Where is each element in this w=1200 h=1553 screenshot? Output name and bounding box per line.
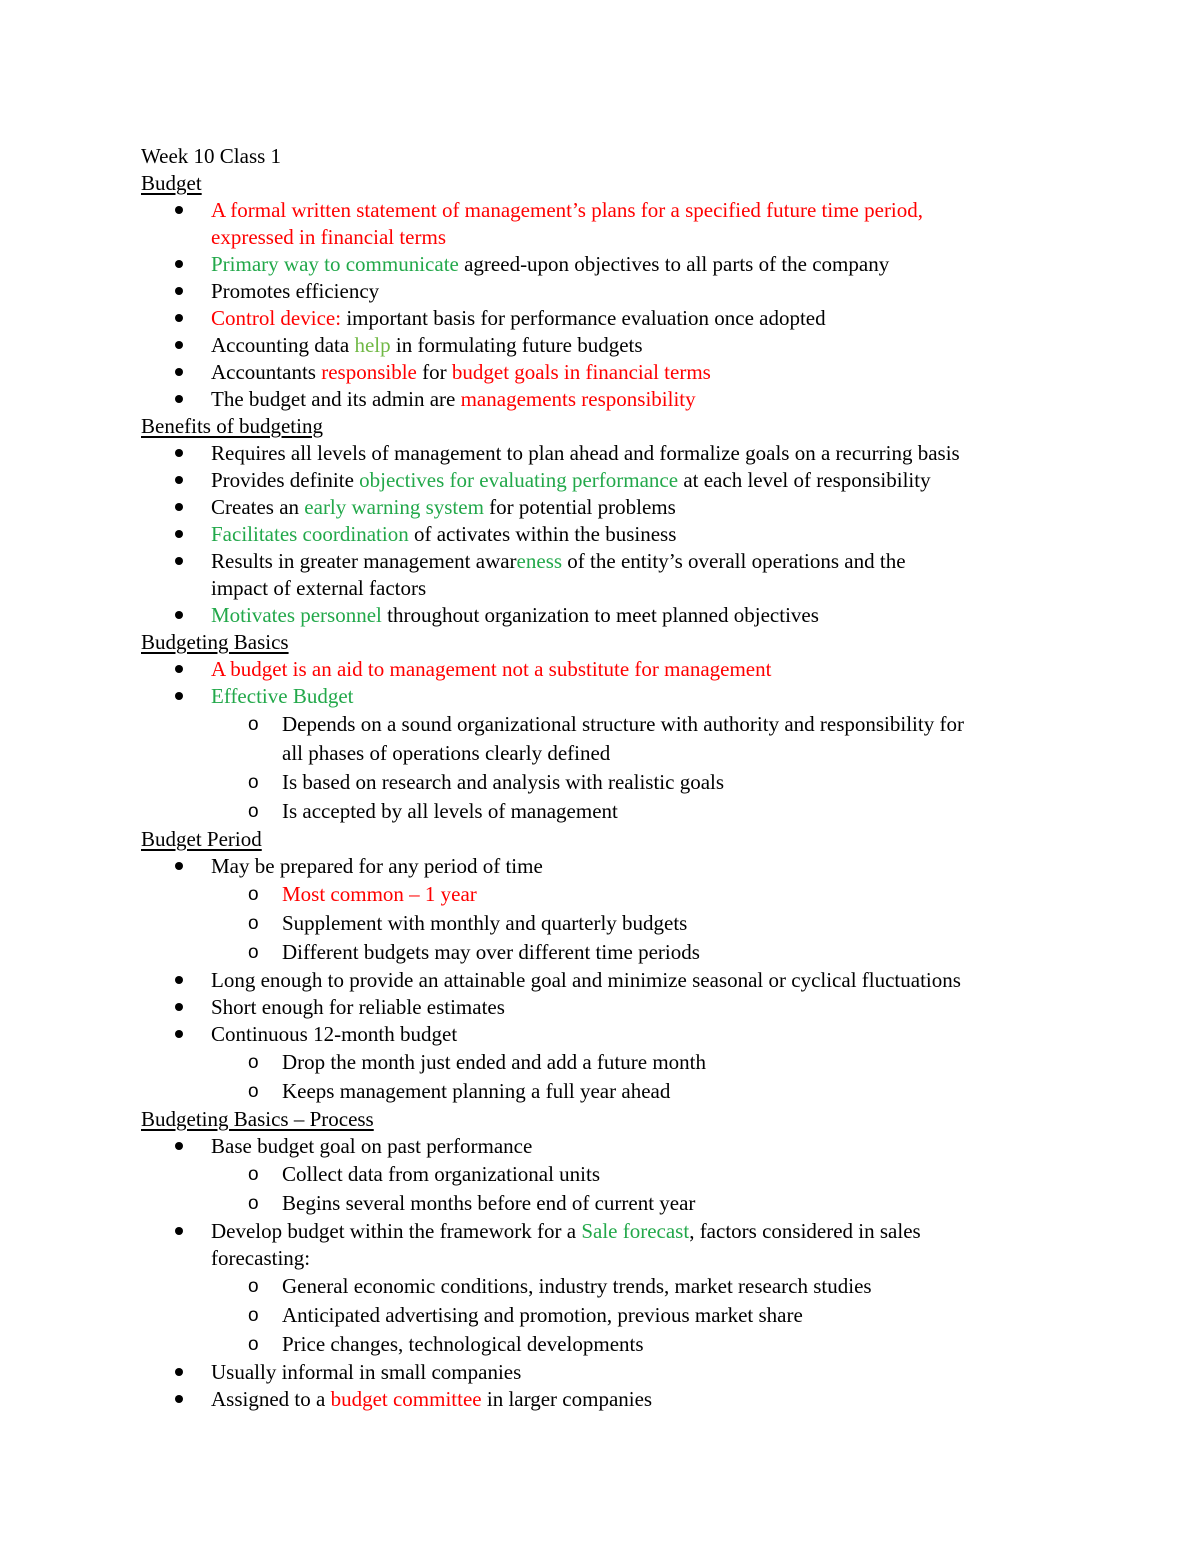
list-item: Facilitates coordination of activates within the business — [141, 521, 1071, 548]
bullet-icon — [175, 503, 183, 511]
circle-bullet-icon: o — [248, 884, 259, 905]
circle-bullet-icon: o — [248, 772, 259, 793]
bullet-icon — [175, 976, 183, 984]
bullet-icon — [175, 395, 183, 403]
sub-list-item: o Anticipated advertising and promotion, previous market share — [141, 1301, 1071, 1330]
list-item: Motivates personnel throughout organization to meet planned objectives — [141, 602, 1071, 629]
bullet-icon — [175, 1142, 183, 1150]
sub-list-item: o Supplement with monthly and quarterly budgets — [141, 909, 1071, 938]
bullet-icon — [175, 260, 183, 268]
bullet-icon — [175, 665, 183, 673]
list-item: Assigned to a budget committee in larger companies — [141, 1386, 1071, 1413]
notes-body — [141, 143, 1071, 1413]
bullet-icon — [175, 1030, 183, 1038]
sub-list-item: o Keeps management planning a full year ahead — [141, 1077, 1071, 1106]
circle-bullet-icon: o — [248, 801, 259, 822]
bullet-icon — [175, 341, 183, 349]
sub-list-item: o Is accepted by all levels of management — [141, 797, 1071, 826]
section-heading-basics: Budgeting Basics — [141, 630, 289, 654]
bullet-icon — [175, 206, 183, 214]
list-item-continuation: forecasting: — [211, 1246, 311, 1270]
bullet-icon — [175, 692, 183, 700]
list-item: May be prepared for any period of time — [141, 853, 1071, 880]
bullet-icon — [175, 1227, 183, 1235]
bullet-icon — [175, 287, 183, 295]
list-item-continuation: impact of external factors — [211, 576, 427, 600]
list-item: The budget and its admin are managements responsibility — [141, 386, 1071, 413]
list-item: Short enough for reliable estimates — [141, 994, 1071, 1021]
sub-list-item: o General economic conditions, industry trends, market research studies — [141, 1272, 1071, 1301]
bullet-icon — [175, 862, 183, 870]
bullet-icon — [175, 476, 183, 484]
bullet-icon — [175, 557, 183, 565]
sub-list-item: o Different budgets may over different time periods — [141, 938, 1071, 967]
circle-bullet-icon: o — [248, 1193, 259, 1214]
sub-list-item: o Price changes, technological developments — [141, 1330, 1071, 1359]
bullet-icon — [175, 611, 183, 619]
list-item: Continuous 12-month budget — [141, 1021, 1071, 1048]
list-item: Develop budget within the framework for a Sale forecast, factors considered in sales — [141, 1218, 1071, 1245]
section-heading-benefits: Benefits of budgeting — [141, 414, 323, 438]
sub-list-item: o Most common – 1 year — [141, 880, 1071, 909]
list-item-continuation: expressed in financial terms — [211, 225, 446, 249]
list-item: Promotes efficiency — [141, 278, 1071, 305]
circle-bullet-icon: o — [248, 1081, 259, 1102]
sub-list-item-continuation: all phases of operations clearly defined — [282, 741, 611, 765]
bullet-icon — [175, 530, 183, 538]
list-item: Effective Budget — [141, 683, 1071, 710]
circle-bullet-icon: o — [248, 1334, 259, 1355]
list-item: Results in greater management awareness of the entity’s overall operations and the — [141, 548, 1071, 575]
sub-list-item: o Drop the month just ended and add a future month — [141, 1048, 1071, 1077]
list-item: A formal written statement of management’s plans for a specified future time period, — [141, 197, 1071, 224]
circle-bullet-icon: o — [248, 942, 259, 963]
bullet-icon — [175, 1003, 183, 1011]
list-item: Creates an early warning system for potential problems — [141, 494, 1071, 521]
page-title: Week 10 Class 1 — [141, 144, 282, 168]
list-item: Usually informal in small companies — [141, 1359, 1071, 1386]
section-heading-period: Budget Period — [141, 827, 262, 851]
sub-list-item: o Collect data from organizational units — [141, 1160, 1071, 1189]
list-item: Accounting data help in formulating future budgets — [141, 332, 1071, 359]
sub-list-item: o Begins several months before end of current year — [141, 1189, 1071, 1218]
bullet-icon — [175, 449, 183, 457]
list-item: Control device: important basis for performance evaluation once adopted — [141, 305, 1071, 332]
bullet-icon — [175, 1395, 183, 1403]
circle-bullet-icon: o — [248, 913, 259, 934]
circle-bullet-icon: o — [248, 1052, 259, 1073]
bullet-icon — [175, 1368, 183, 1376]
list-item: Accountants responsible for budget goals in financial terms — [141, 359, 1071, 386]
circle-bullet-icon: o — [248, 714, 259, 735]
circle-bullet-icon: o — [248, 1305, 259, 1326]
list-item: Long enough to provide an attainable goal and minimize seasonal or cyclical fluctuations — [141, 967, 1071, 994]
list-item: A budget is an aid to management not a substitute for management — [141, 656, 1071, 683]
list-item: Requires all levels of management to plan ahead and formalize goals on a recurring basis — [141, 440, 1071, 467]
list-item: Base budget goal on past performance — [141, 1133, 1071, 1160]
sub-list-item: o Is based on research and analysis with realistic goals — [141, 768, 1071, 797]
list-item: Provides definite objectives for evaluating performance at each level of responsibility — [141, 467, 1071, 494]
section-heading-budget: Budget — [141, 171, 202, 195]
sub-list-item: o Depends on a sound organizational structure with authority and responsibility for — [141, 710, 1071, 739]
circle-bullet-icon: o — [248, 1164, 259, 1185]
section-heading-process: Budgeting Basics – Process — [141, 1107, 374, 1131]
bullet-icon — [175, 314, 183, 322]
bullet-icon — [175, 368, 183, 376]
circle-bullet-icon: o — [248, 1276, 259, 1297]
list-item: Primary way to communicate agreed-upon objectives to all parts of the company — [141, 251, 1071, 278]
